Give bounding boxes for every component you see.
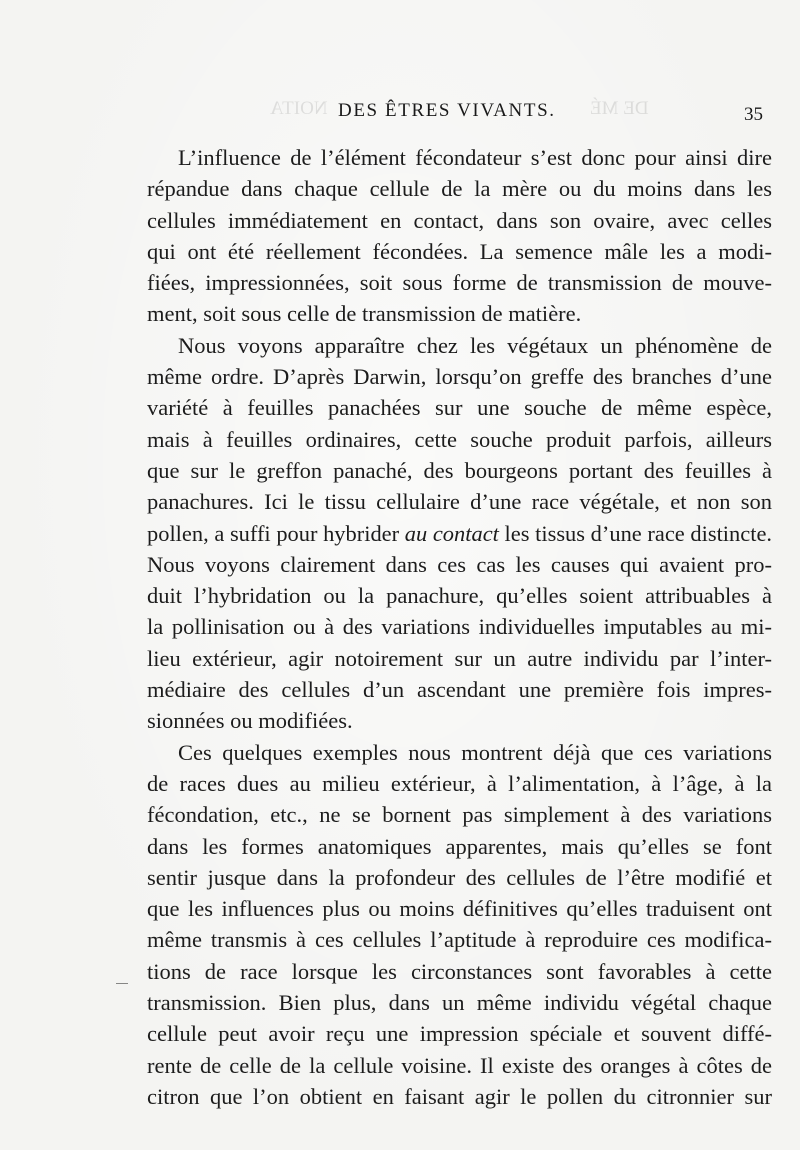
show-through-header: NOITA — [270, 98, 328, 119]
text-line: la pollinisation ou à des variations individuelles imputables au mi- — [147, 614, 772, 640]
text-line: Ces quelques exemples nous montrent déjà que ces variations — [178, 739, 772, 765]
body-text — [147, 142, 772, 1112]
text-line: lieu extérieur, agir notoirement sur un autre individu par l’inter- — [147, 645, 772, 671]
text-line: sentir jusque dans la profondeur des cellules de l’être modifié et — [147, 864, 772, 890]
paragraph-3 — [147, 737, 772, 1113]
running-title: DES ÊTRES VIVANTS. — [338, 100, 556, 121]
text-line: L’influence de l’élément fécondateur s’est donc pour ainsi dire — [178, 145, 772, 170]
text-line: Nous voyons clairement dans ces cas les causes qui avaient pro- — [147, 551, 772, 577]
text-line: tions de race lorsque les circonstances sont favorables à cette — [147, 958, 772, 984]
text-line-with-italic — [147, 518, 772, 549]
text-line: cellules immédiatement en contact, dans son ovaire, avec celles — [147, 207, 772, 233]
text-line: même ordre. D’après Darwin, lorsqu’on greffe des branches d’une — [147, 364, 772, 390]
text-line: Nous voyons apparaître chez les végétaux un phénomène de — [178, 332, 772, 358]
margin-dash — [116, 983, 128, 984]
text-line: cellule peut avoir reçu une impression spéciale et souvent diffé- — [147, 1021, 772, 1047]
page-number: 35 — [744, 104, 763, 125]
text-line: panachures. Ici le tissu cellulaire d’une race végétale, et non son — [147, 489, 772, 515]
text-segment: les tissus d’une race distincte. — [498, 520, 773, 546]
text-segment: pollen, a suffi pour hybrider — [147, 520, 405, 546]
text-line: sionnées ou modifiées. — [147, 708, 353, 734]
text-line: ment, soit sous celle de transmission de matière. — [147, 301, 582, 327]
text-line: fiées, impressionnées, soit sous forme de transmission de mouve- — [147, 270, 772, 296]
text-line: répandue dans chaque cellule de la mère ou du moins dans les — [147, 176, 772, 202]
paragraph-2 — [147, 330, 772, 737]
text-line: rente de celle de la cellule voisine. Il existe des oranges à côtes de — [147, 1052, 772, 1078]
text-line: transmission. Bien plus, dans un même individu végétal chaque — [147, 990, 772, 1016]
text-line: que les influences plus ou moins définitives qu’elles traduisent ont — [147, 896, 772, 922]
text-line: de races dues au milieu extérieur, à l’alimentation, à l’âge, à la — [147, 770, 772, 796]
running-head — [0, 100, 800, 130]
italic-phrase: au contact — [404, 520, 499, 546]
text-line: mais à feuilles ordinaires, cette souche produit parfois, ailleurs — [147, 426, 772, 452]
text-line: que sur le greffon panaché, des bourgeons portant des feuilles à — [147, 457, 772, 483]
text-line: duit l’hybridation ou la panachure, qu’elles soient attribuables à — [147, 583, 772, 609]
text-line: même transmis à ces cellules l’aptitude à reproduire ces modifica- — [147, 927, 772, 953]
text-line: qui ont été réellement fécondées. La semence mâle les a modi- — [147, 238, 772, 264]
text-line: citron que l’on obtient en faisant agir le pollen du citronnier sur — [147, 1083, 772, 1109]
text-line: médiaire des cellules d’un ascendant une première fois impres- — [147, 677, 772, 703]
text-line: fécondation, etc., ne se bornent pas simplement à des variations — [147, 802, 772, 828]
paragraph-1 — [147, 142, 772, 330]
show-through-header-right: DE MÉ — [590, 98, 649, 119]
text-line: dans les formes anatomiques apparentes, mais qu’elles se font — [147, 833, 772, 859]
text-line: variété à feuilles panachées sur une souche de même espèce, — [147, 395, 772, 421]
